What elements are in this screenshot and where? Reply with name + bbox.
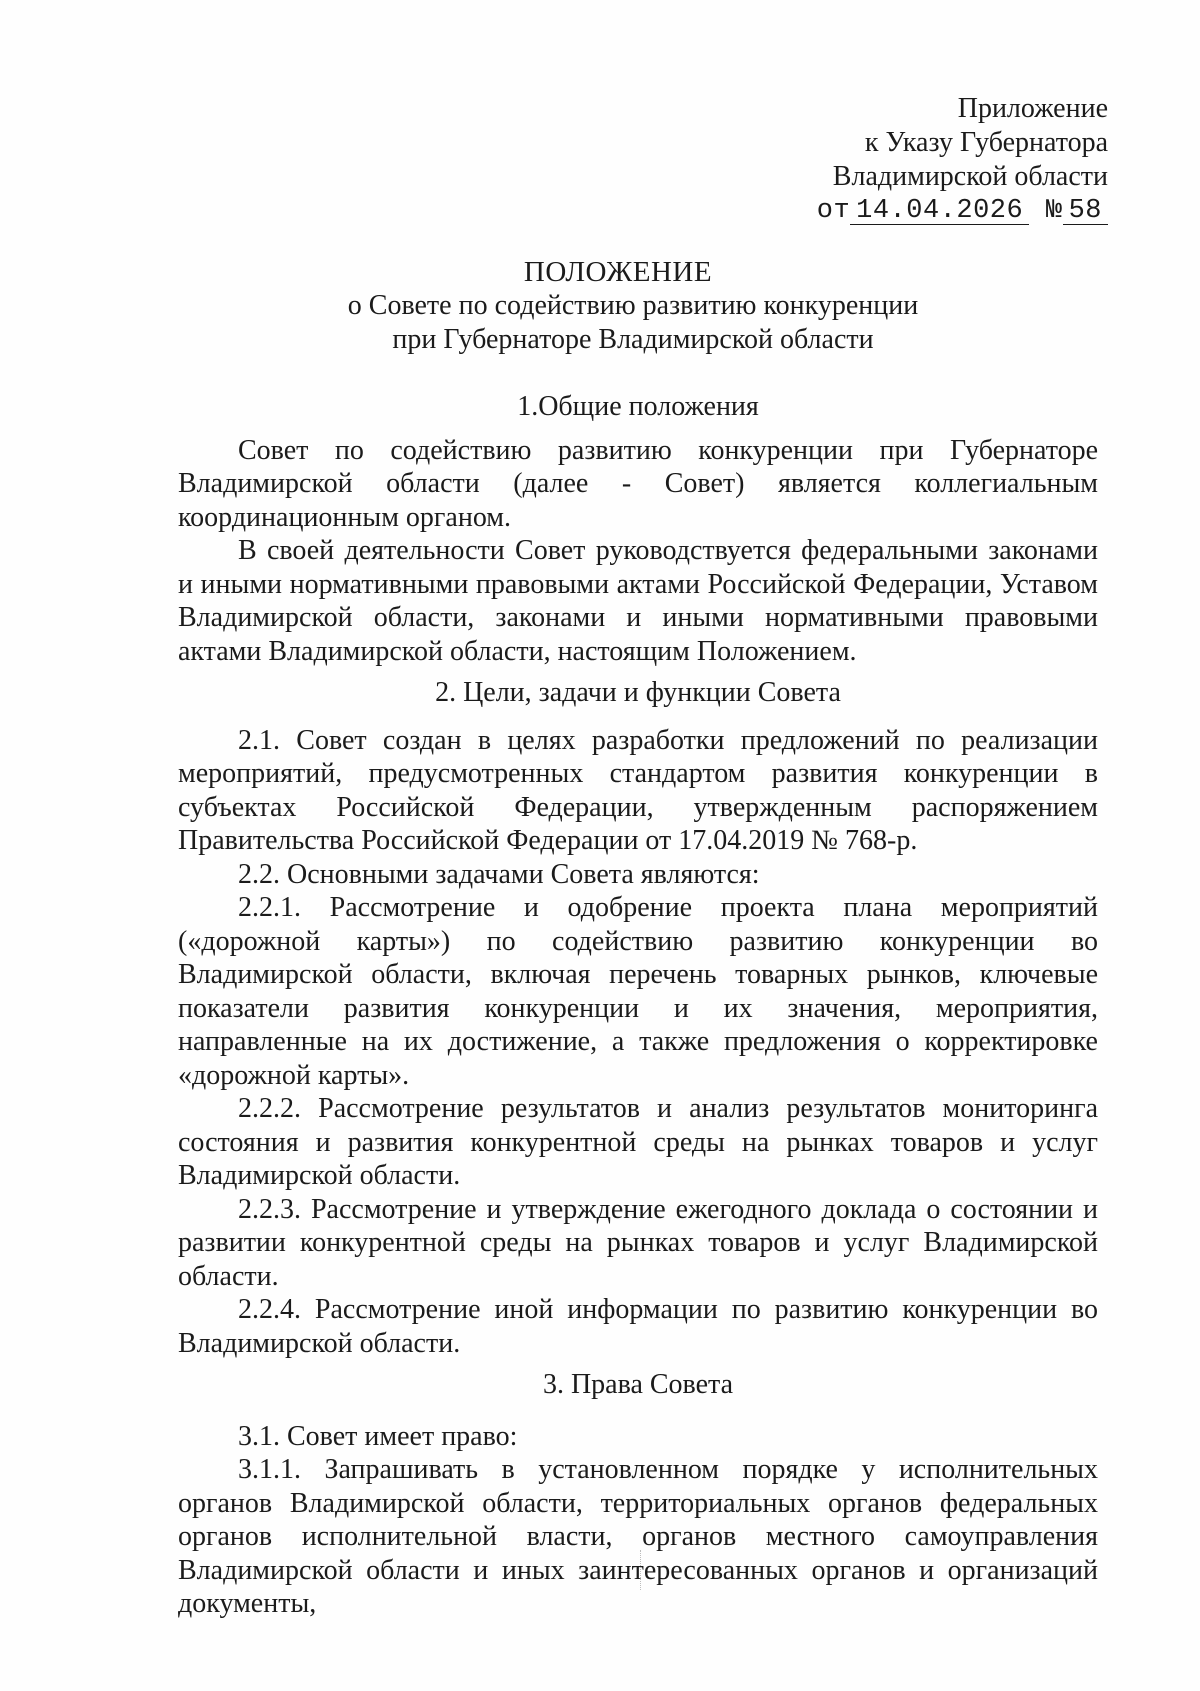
section-2-paragraph-3: 2.2.1. Рассмотрение и одобрение проекта плана мероприятий («дорожной карты») по содействию развитию конкуренции во Владимирской области, включая перечень товарных рынков, ключевые показатели развития конкуренции и их значения, мероприятия, направленные на их достижение, а также предложения о корректировке «дорожной карты».: [178, 892, 1098, 1091]
document-body: [178, 390, 1098, 1621]
section-2-heading: 2. Цели, задачи и функции Совета: [435, 677, 841, 708]
section-1-heading: 1.Общие положения: [517, 391, 759, 422]
number-prefix: №: [1045, 196, 1063, 226]
appendix-header: [817, 92, 1108, 228]
appendix-label: Приложение: [957, 93, 1108, 124]
section-1-paragraph-1: Совет по содействию развитию конкуренции при Губернаторе Владимирской области (далее - Совет) является коллегиальным координационным органом.: [178, 434, 1098, 533]
document-title-block: [0, 255, 1200, 357]
document-title: ПОЛОЖЕНИЕ: [523, 256, 713, 288]
date-prefix: от: [816, 196, 851, 226]
section-1-paragraph-2: В своей деятельности Совет руководствуется федеральными законами и иными нормативными правовыми актами Российской Федерации, Уставом Владимирской области, законами и иными нормативными правовыми актами Владимирской области, настоящим Положением.: [178, 535, 1098, 667]
decree-number: 58: [1063, 198, 1108, 225]
scan-speck-decoration: [640, 1550, 647, 1590]
section-2-paragraph-5: 2.2.3. Рассмотрение и утверждение ежегодного доклада о состоянии и развитии конкурентной среды на рынках товаров и услуг Владимирской области.: [178, 1193, 1098, 1292]
appendix-date-line: [817, 194, 1108, 228]
section-3-heading: 3. Права Совета: [542, 1369, 734, 1400]
section-3-paragraph-1: 3.1. Совет имеет право:: [238, 1420, 518, 1452]
section-2-paragraph-2: 2.2. Основными задачами Совета являются:: [238, 858, 760, 890]
section-2-paragraph-4: 2.2.2. Рассмотрение результатов и анализ результатов мониторинга состояния и развития конкурентной среды на рынках товаров и услуг Владимирской области.: [178, 1093, 1098, 1191]
section-2-paragraph-6: 2.2.4. Рассмотрение иной информации по развитию конкуренции во Владимирской области.: [178, 1294, 1098, 1359]
appendix-decree-ref: к Указу Губернатора: [864, 127, 1108, 158]
section-3-paragraph-2: 3.1.1. Запрашивать в установленном порядке у исполнительных органов Владимирской области, территориальных органов федеральных органов исполнительной власти, органов местного самоуправления Владимирской области и иных заинтересованных органов и организаций документы,: [178, 1454, 1098, 1619]
section-2-paragraph-1: 2.1. Совет создан в целях разработки предложений по реализации мероприятий, предусмотренных стандартом развития конкуренции в субъектах Российской Федерации, утвержденным распоряжением Правительства Российской Федерации от 17.04.2019 № 768-р.: [178, 724, 1098, 856]
appendix-region: Владимирской области: [832, 161, 1108, 192]
document-subtitle-line2: при Губернаторе Владимирской области: [392, 324, 874, 355]
decree-date: 14.04.2026: [850, 198, 1029, 225]
document-subtitle-line1: о Совете по содействию развитию конкуренции: [347, 290, 919, 321]
